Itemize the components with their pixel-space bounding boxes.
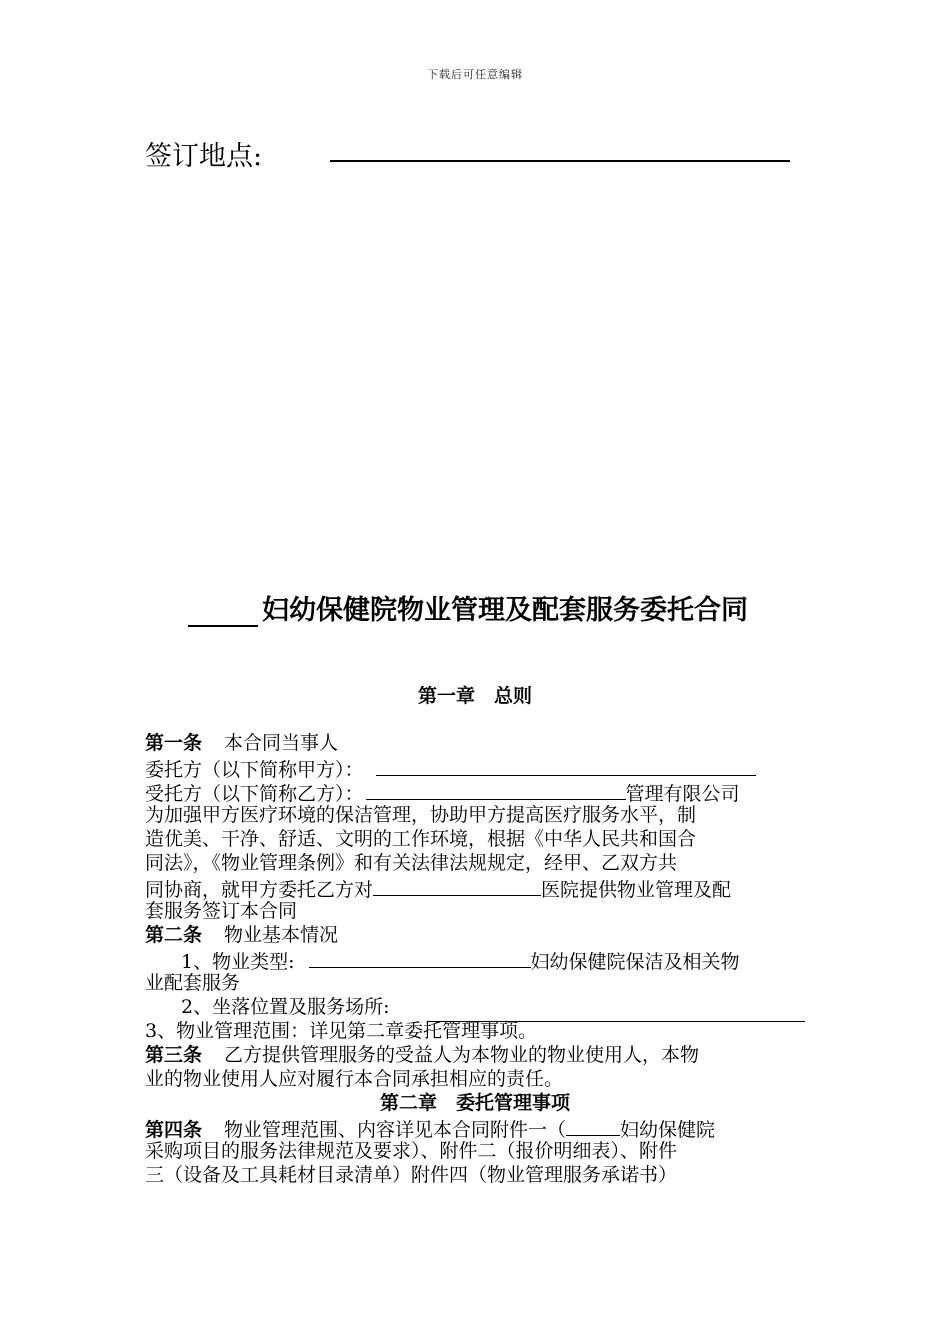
article-1-para4-prefix: 同协商，就甲方委托乙方对 [145,879,374,901]
location-blank [428,1021,805,1022]
article-1-para-line-2: 造优美、干净、舒适、文明的工作环境，根据《中华人民共和国合 [145,828,697,850]
article-2-text: 物业基本情况 [224,924,339,946]
article-1-para-line-3: 同法》，《物业管理条例》和有关法律法规规定，经甲、乙双方共 [145,852,678,874]
location-line [181,995,390,1019]
article-4-text-1: 物业管理范围、内容详见本合同附件一（ [224,1119,567,1141]
chapter-2-heading: 第二章 委托管理事项 [379,1092,570,1114]
title-blank [188,599,258,627]
article-3-line-1 [145,1043,699,1067]
article-2-heading [145,923,338,947]
party-a-label: 委托方（以下简称甲方）： [145,759,364,781]
article-4-line-1 [145,1115,715,1142]
contract-title-text: 妇幼保健院物业管理及配套服务委托合同 [262,595,748,626]
article-4-label: 第四条 [145,1119,203,1141]
location-label: 2、坐落位置及服务场所: [181,996,390,1018]
property-type-suffix: 妇幼保健院保洁及相关物 [530,951,740,973]
article-1-para-line-1: 为加强甲方医疗环境的保洁管理，协助甲方提高医疗服务水平，制 [145,804,697,826]
party-b-line [145,779,740,806]
party-b-suffix: 管理有限公司 [625,783,740,805]
party-a-blank [376,755,756,776]
party-b-blank [366,779,626,800]
article-4-line-2: 采购项目的服务法律规范及要求）、附件二（报价明细表）、附件 [145,1140,678,1162]
article-4-blank [566,1115,620,1136]
article-1-para4-suffix: 医院提供物业管理及配 [541,879,732,901]
article-1-label: 第一条 [145,732,203,754]
article-3-label: 第三条 [145,1044,203,1066]
contract-title [188,588,748,627]
property-type-continuation: 业配套服务 [145,972,241,994]
article-4-line-3: 三（设备及工具耗材目录清单）附件四（物业管理服务承诺书） [145,1164,678,1186]
article-1-para-line-5: 套服务签订本合同 [145,900,298,922]
party-b-label: 受托方（以下简称乙方）： [145,783,364,805]
property-type-line [181,947,740,974]
article-1-text: 本合同当事人 [224,732,339,754]
party-a-line [145,755,756,782]
management-scope-text: 3、物业管理范围：详见第二章委托管理事项。 [145,1020,538,1042]
article-1-heading [145,731,338,755]
property-type-label: 1、物业类型: [181,951,295,973]
page-header: 下载后可任意编辑 [427,68,523,81]
article-3-line-2: 业的物业使用人应对履行本合同承担相应的责任。 [145,1068,564,1090]
signing-place-label: 签订地点: [145,141,263,172]
article-2-label: 第二条 [145,924,203,946]
signing-place-blank [330,160,790,162]
management-scope-line [145,1019,537,1043]
article-1-para-line-4 [145,875,731,902]
chapter-1-heading: 第一章 总则 [417,685,532,707]
property-type-blank [309,947,531,968]
article-3-text-1: 乙方提供管理服务的受益人为本物业的物业使用人，本物 [224,1044,700,1066]
article-4-text-1-suffix: 妇幼保健院 [620,1119,716,1141]
hospital-name-blank [373,875,541,896]
